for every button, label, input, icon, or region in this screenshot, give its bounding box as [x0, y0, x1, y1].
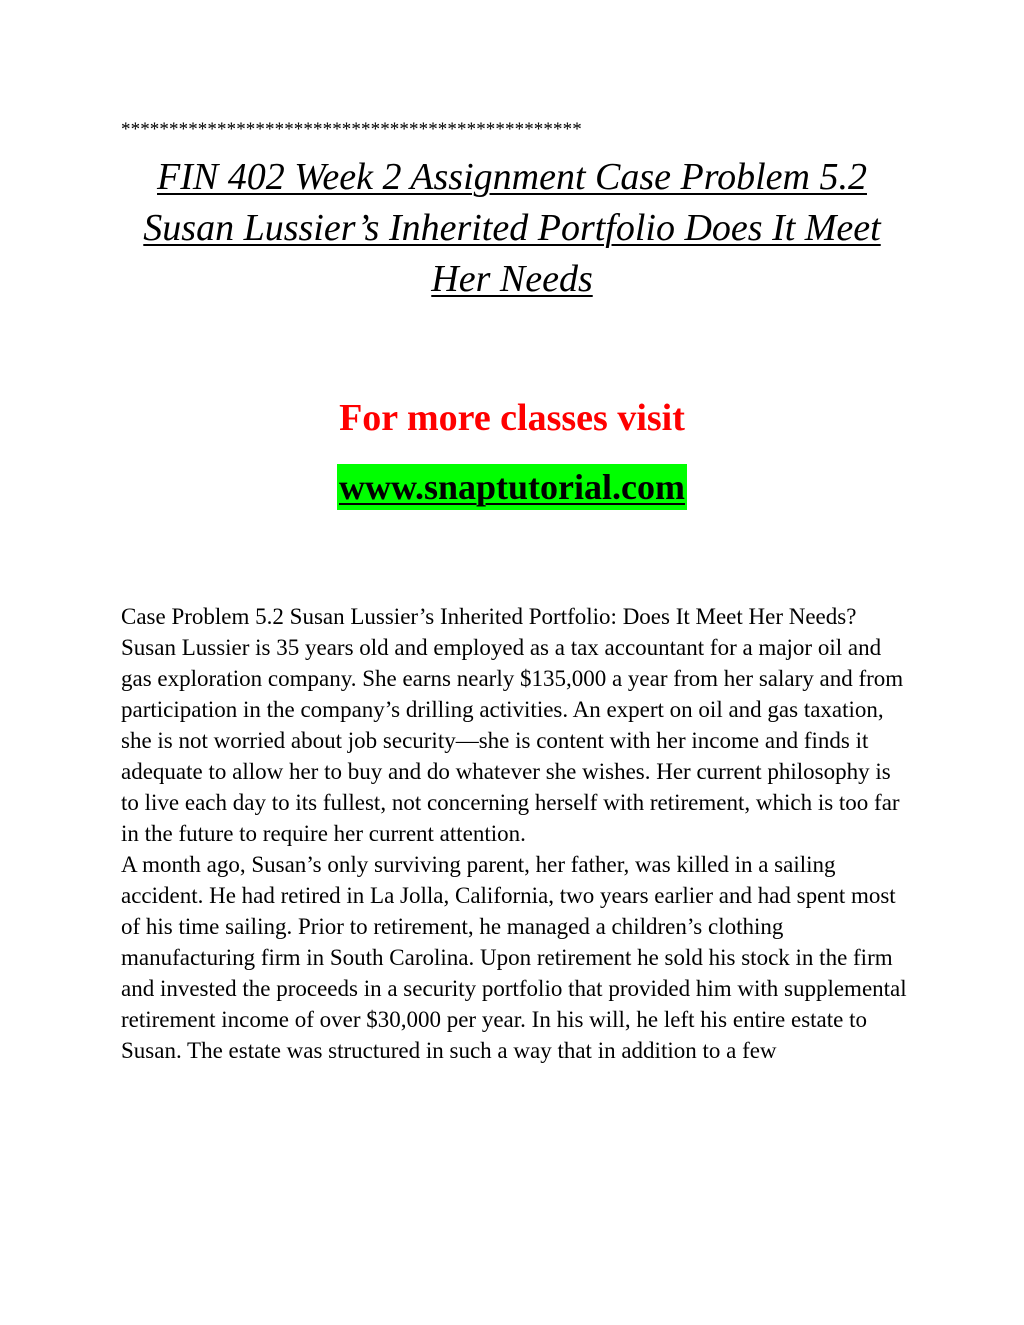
- promo-link-container: [100, 464, 924, 510]
- document-title: [100, 152, 924, 305]
- promo-text: For more classes visit: [339, 397, 685, 439]
- title-line-1: FIN 402 Week 2 Assignment Case Problem 5.2: [157, 156, 867, 198]
- separator-line: ************************************************: [121, 119, 582, 140]
- paragraph-2: A month ago, Susan’s only surviving parent, her father, was killed in a sailing accident. He had retired in La Jolla, California, two years earlier and had spent most of his time sailing. Prior to retirement, he managed a children’s clothing manufacturing firm in South Carolina. Upon retirement he sold his stock in the firm and invested the proceeds in a security portfolio that provided him with supplemental retirement income of over $30,000 per year. In his will, he left his entire estate to Susan. The estate was structured in such a way that in addition to a few: [121, 852, 907, 1063]
- promo-link[interactable]: www.snaptutorial.com: [337, 464, 687, 510]
- paragraph-1: Susan Lussier is 35 years old and employed as a tax accountant for a major oil and gas exploration company. She earns nearly $135,000 a year from her salary and from participation in the company’s drilling activities. An expert on oil and gas taxation, she is not worried about job security—she is content with her income and finds it adequate to allow her to buy and do whatever she wishes. Her current philosophy is to live each day to its fullest, not concerning herself with retirement, which is too far in the future to require her current attention.: [121, 635, 904, 846]
- body-text: [121, 601, 911, 1066]
- title-line-3: Her Needs: [431, 258, 593, 300]
- paragraph-heading: Case Problem 5.2 Susan Lussier’s Inherited Portfolio: Does It Meet Her Needs?: [121, 604, 857, 629]
- title-line-2: Susan Lussier’s Inherited Portfolio Does It Meet: [143, 207, 881, 249]
